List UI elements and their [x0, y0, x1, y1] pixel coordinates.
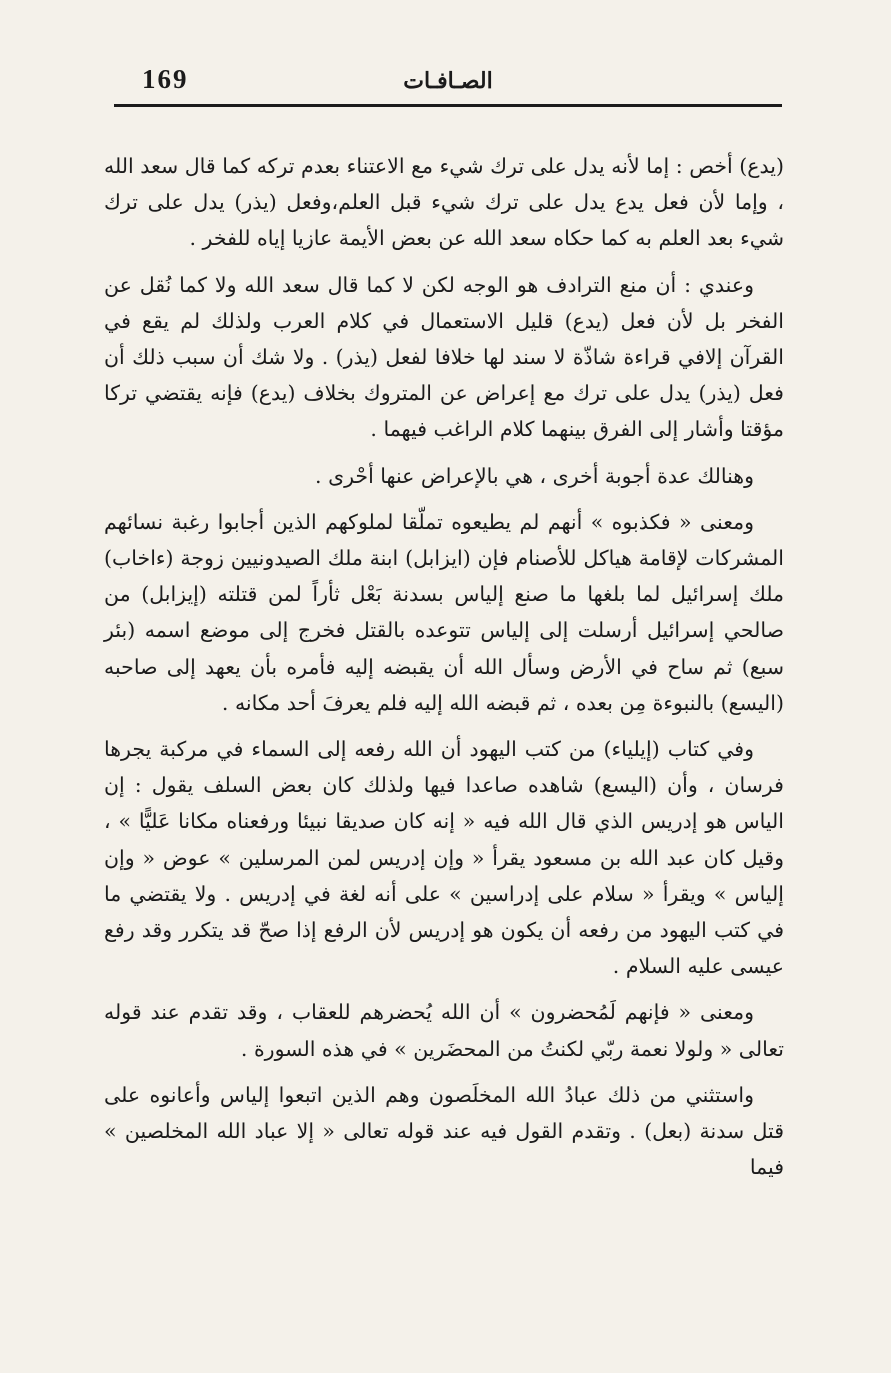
page-number: 169 — [142, 64, 189, 94]
paragraph: ومعنى « فكذبوه » أنهم لم يطيعوه تملّقا لملوكهم الذين أجابوا رغبة نسائهم المشركات لإقامة هياكل للأصنام فإن (ايزابل) ابنة ملك الصيدونيين زوجة (ءاخاب) ملك إسرائيل لما بلغها ما صنع إلياس بسدنة بَعْل ثأراً لمن قتلته (إيزابل) من صالحي إسرائيل أرسلت إلى إلياس تتوعده بالقتل فخرج إلى موضع اسمه (بئر سبع) ثم ساح في الأرض وسأل الله أن يقبضه إليه فأمره بأن يعهد إلى صاحبه (اليسع) بالنبوءة مِن بعده ، ثم قبضه الله إليه فلم يعرفَ أحد مكانه . — [104, 509, 784, 715]
paragraph: وفي كتاب (إيلياء) من كتب اليهود أن الله رفعه إلى السماء في مركبة يجرها فرسان ، وأن (اليسع) شاهده صاعدا فيها ولذلك كان بعض السلف يقول : إن الياس هو إدريس الذي قال الله فيه « إنه كان صديقا نبيئا ورفعناه مكانا عَليًّا » ، وقيل كان عبد الله بن مسعود يقرأ « وإن إدريس لمن المرسلين » عوض « وإن إلياس » ويقرأ « سلام على إدراسين » على أنه لغة في إدريس . ولا يقتضي ما في كتب اليهود من رفعه أن يكون هو إدريس لأن الرفع إذا صحّ قد يتكرر وقد رفع عيسى عليه السلام . — [104, 737, 784, 979]
paragraph: وهنالك عدة أجوبة أخرى ، هي بالإعراض عنها أحْرى . — [315, 463, 754, 488]
paragraph: (يدع) أخص : إما لأنه يدل على ترك شيء مع الاعتناء بعدم تركه كما قال سعد الله ، وإما لأن فعل يدع يدل على ترك شيء قبل العلم،وفعل (يذر) يدل على ترك شيء بعد العلم به كما حكاه سعد الله عن بعض الأيمة عازيا إياه للفخر . — [104, 154, 784, 251]
running-title: الصـافـات — [403, 68, 493, 94]
page-header — [116, 62, 780, 102]
paragraph: واستثني من ذلك عبادُ الله المخلَصون وهم الذين اتبعوا إلياس وأعانوه على قتل سدنة (بعل) . وتقدم القول فيه عند قوله تعالى « إلا عباد الله المخلصين » فيما — [104, 1082, 784, 1180]
header-rule — [114, 104, 782, 107]
paragraph: ومعنى « فإنهم لَمُحضرون » أن الله يُحضرهم للعقاب ، وقد تقدم عند قوله تعالى « ولولا نعمة ربّي لكنتُ من المحضَرين » في هذه السورة . — [104, 1000, 784, 1061]
paragraph: وعندي : أن منع الترادف هو الوجه لكن لا كما قال سعد الله ولا كما نُقل عن الفخر بل لأن فعل (يدع) قليل الاستعمال في كلام العرب ولذلك لم يقع في القرآن إلافي قراءة شاذّة لا سند لها خلافا لفعل (يذر) . ولا شك أن سبب ذلك أن فعل (يذر) يدل على ترك مع إعراض عن المتروك بخلاف (يدع) فإنه يقتضي تركا مؤقتا وأشار إلى الفرق بينهما كلام الراغب فيهما . — [104, 272, 784, 442]
main-text — [104, 148, 784, 1195]
